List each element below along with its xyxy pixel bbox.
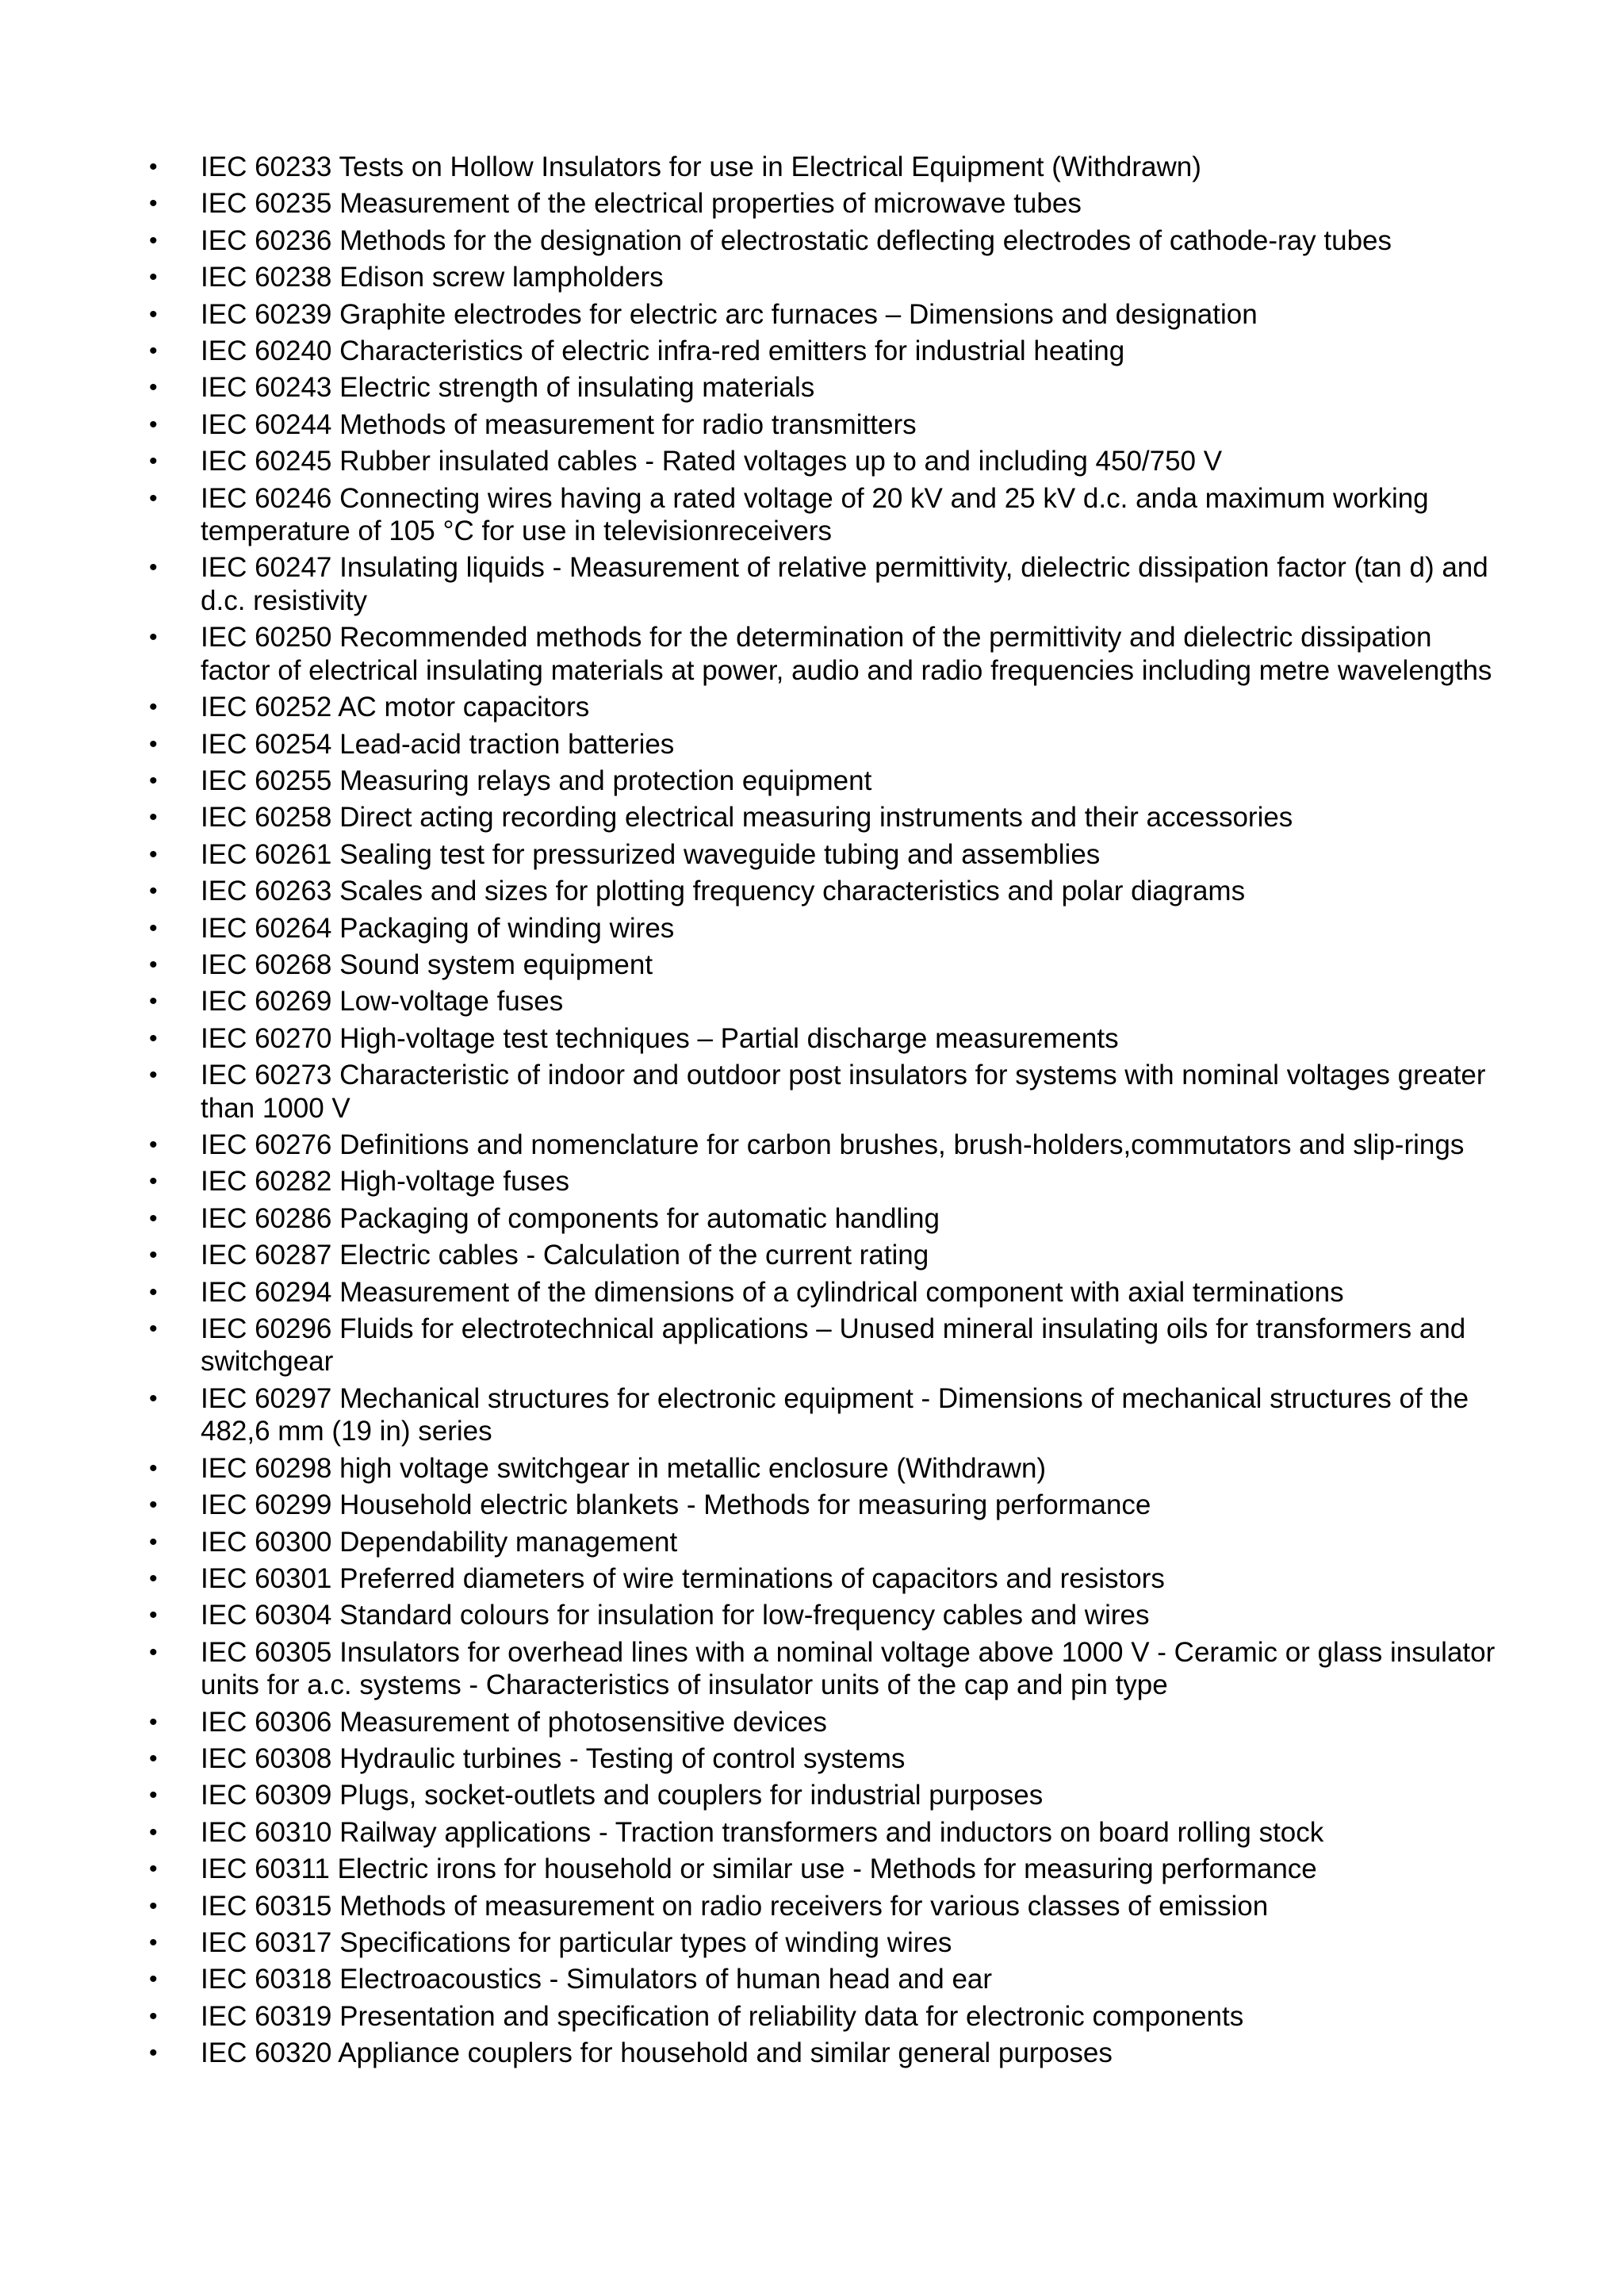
list-item	[0, 445, 1501, 478]
list-item-text: IEC 60235 Measurement of the electrical properties of microwave tubes	[201, 188, 1082, 220]
list-item	[0, 1382, 1501, 1448]
list-item-text: IEC 60239 Graphite electrodes for electric arc furnaces – Dimensions and designation	[201, 298, 1258, 330]
list-item	[0, 1562, 1501, 1596]
bullet-icon: •	[149, 1492, 158, 1519]
bullet-icon: •	[149, 1745, 158, 1772]
bullet-icon: •	[149, 804, 158, 831]
list-item-text: IEC 60297 Mechanical structures for electronic equipment - Dimensions of mechanical structures of the 482,6 mm (19 in) series	[201, 1382, 1469, 1447]
list-item	[0, 1313, 1501, 1378]
list-item	[0, 1489, 1501, 1522]
list-item	[0, 2000, 1501, 2033]
list-item-text: IEC 60308 Hydraulic turbines - Testing of control systems	[201, 1742, 906, 1774]
list-item	[0, 408, 1501, 442]
list-item-text: IEC 60276 Definitions and nomenclature for carbon brushes, brush-holders,commutators and slip-rings	[201, 1129, 1465, 1160]
list-item-text: IEC 60294 Measurement of the dimensions of a cylindrical component with axial terminations	[201, 1276, 1344, 1308]
list-item	[0, 838, 1501, 872]
list-item-text: IEC 60306 Measurement of photosensitive devices	[201, 1706, 827, 1738]
list-item-text: IEC 60296 Fluids for electrotechnical applications – Unused mineral insulating oils for transformers and switchgear	[201, 1313, 1466, 1378]
list-item-text: IEC 60263 Scales and sizes for plotting frequency characteristics and polar diagrams	[201, 876, 1246, 907]
list-item-text: IEC 60286 Packaging of components for automatic handling	[201, 1202, 940, 1234]
list-item-text: IEC 60264 Packaging of winding wires	[201, 912, 675, 944]
list-item-text: IEC 60311 Electric irons for household or similar use - Methods for measuring performance	[201, 1853, 1317, 1885]
bullet-icon: •	[149, 264, 158, 291]
list-item-text: IEC 60254 Lead-acid traction batteries	[201, 728, 675, 760]
list-item	[0, 1059, 1501, 1125]
bullet-icon: •	[149, 1025, 158, 1052]
list-item	[0, 551, 1501, 617]
bullet-icon: •	[149, 1062, 158, 1089]
bullet-icon: •	[149, 2003, 158, 2030]
list-item	[0, 801, 1501, 834]
list-item-text: IEC 60319 Presentation and specification of reliability data for electronic components	[201, 2000, 1244, 2032]
bullet-icon: •	[149, 1131, 158, 1158]
list-item	[0, 1165, 1501, 1198]
bullet-icon: •	[149, 448, 158, 475]
bullet-icon: •	[149, 1819, 158, 1846]
list-item-text: IEC 60282 High-voltage fuses	[201, 1166, 569, 1198]
bullet-icon: •	[149, 694, 158, 721]
list-item	[0, 1742, 1501, 1776]
list-item-text: IEC 60246 Connecting wires having a rated voltage of 20 kV and 25 kV d.c. anda maximum working temperature of 105 °C for use in televisionreceivers	[201, 482, 1429, 547]
bullet-icon: •	[149, 2040, 158, 2067]
bullet-icon: •	[149, 1242, 158, 1269]
list-item-text: IEC 60320 Appliance couplers for household and similar general purposes	[201, 2037, 1113, 2069]
list-item-text: IEC 60287 Electric cables - Calculation of the current rating	[201, 1240, 929, 1271]
list-item-text: IEC 60245 Rubber insulated cables - Rated voltages up to and including 450/750 V	[201, 446, 1223, 477]
list-item	[0, 875, 1501, 908]
list-item	[0, 1526, 1501, 1559]
bullet-icon: •	[149, 1639, 158, 1665]
bullet-icon: •	[149, 624, 158, 651]
bullet-icon: •	[149, 1929, 158, 1956]
list-item-text: IEC 60233 Tests on Hollow Insulators for use in Electrical Equipment (Withdrawn)	[201, 151, 1201, 182]
bullet-icon: •	[149, 227, 158, 254]
standards-list	[0, 151, 1624, 2073]
list-item-text: IEC 60300 Dependability management	[201, 1526, 678, 1558]
list-item	[0, 371, 1501, 404]
list-item-text: IEC 60309 Plugs, socket-outlets and couplers for industrial purposes	[201, 1780, 1044, 1811]
list-item	[0, 1926, 1501, 1960]
bullet-icon: •	[149, 411, 158, 438]
list-item	[0, 1706, 1501, 1739]
list-item	[0, 1779, 1501, 1812]
list-item	[0, 261, 1501, 294]
bullet-icon: •	[149, 1385, 158, 1412]
list-item	[0, 1890, 1501, 1923]
bullet-icon: •	[149, 1708, 158, 1735]
list-item-text: IEC 60236 Methods for the designation of electrostatic deflecting electrodes of cathode-ray tubes	[201, 224, 1392, 256]
bullet-icon: •	[149, 1602, 158, 1629]
bullet-icon: •	[149, 301, 158, 328]
list-item	[0, 151, 1501, 184]
list-item-text: IEC 60305 Insulators for overhead lines with a nominal voltage above 1000 V - Ceramic or glass insulator units for a.c. systems - Characteristics of insulator units of the cap and pin type	[201, 1636, 1496, 1701]
bullet-icon: •	[149, 374, 158, 401]
list-item	[0, 2037, 1501, 2070]
bullet-icon: •	[149, 914, 158, 941]
list-item-text: IEC 60317 Specifications for particular types of winding wires	[201, 1926, 952, 1958]
list-item-text: IEC 60298 high voltage switchgear in metallic enclosure (Withdrawn)	[201, 1452, 1047, 1484]
bullet-icon: •	[149, 1966, 158, 1993]
list-item	[0, 1599, 1501, 1632]
list-item-text: IEC 60261 Sealing test for pressurized waveguide tubing and assemblies	[201, 838, 1101, 870]
list-item-text: IEC 60255 Measuring relays and protection equipment	[201, 765, 872, 796]
list-item	[0, 187, 1501, 220]
list-item	[0, 949, 1501, 982]
list-item	[0, 691, 1501, 724]
list-item-text: IEC 60252 AC motor capacitors	[201, 692, 590, 723]
list-item	[0, 1022, 1501, 1056]
list-item-text: IEC 60273 Characteristic of indoor and outdoor post insulators for systems with nominal voltages greater than 1000 V	[201, 1060, 1486, 1124]
list-item-text: IEC 60268 Sound system equipment	[201, 949, 653, 980]
list-item	[0, 621, 1501, 687]
list-item	[0, 1202, 1501, 1236]
bullet-icon: •	[149, 1168, 158, 1195]
bullet-icon: •	[149, 1565, 158, 1592]
list-item-text: IEC 60258 Direct acting recording electrical measuring instruments and their accessories	[201, 802, 1293, 834]
bullet-icon: •	[149, 988, 158, 1015]
bullet-icon: •	[149, 1278, 158, 1305]
list-item-text: IEC 60318 Electroacoustics - Simulators of human head and ear	[201, 1964, 993, 1995]
list-item-text: IEC 60243 Electric strength of insulating materials	[201, 372, 815, 404]
list-item	[0, 912, 1501, 945]
list-item	[0, 1636, 1501, 1702]
bullet-icon: •	[149, 1782, 158, 1809]
list-item-text: IEC 60250 Recommended methods for the determination of the permittivity and dielectric dissipation factor of electrical insulating materials at power, audio and radio frequencies including metre wavelengths	[201, 622, 1492, 686]
list-item	[0, 298, 1501, 332]
list-item	[0, 224, 1501, 258]
list-item-text: IEC 60238 Edison screw lampholders	[201, 262, 664, 293]
bullet-icon: •	[149, 1892, 158, 1919]
bullet-icon: •	[149, 1315, 158, 1342]
list-item-text: IEC 60304 Standard colours for insulation for low-frequency cables and wires	[201, 1600, 1150, 1631]
list-item-text: IEC 60310 Railway applications - Traction transformers and inductors on board rolling stock	[201, 1816, 1324, 1848]
list-item	[0, 335, 1501, 368]
list-item-text: IEC 60269 Low-voltage fuses	[201, 986, 564, 1018]
bullet-icon: •	[149, 485, 158, 512]
list-item-text: IEC 60301 Preferred diameters of wire terminations of capacitors and resistors	[201, 1562, 1165, 1594]
bullet-icon: •	[149, 190, 158, 217]
list-item	[0, 728, 1501, 761]
list-item	[0, 1452, 1501, 1485]
bullet-icon: •	[149, 1205, 158, 1232]
list-item	[0, 1963, 1501, 1996]
list-item	[0, 1276, 1501, 1309]
bullet-icon: •	[149, 1856, 158, 1883]
bullet-icon: •	[149, 730, 158, 757]
list-item	[0, 1129, 1501, 1162]
bullet-icon: •	[149, 1455, 158, 1481]
bullet-icon: •	[149, 554, 158, 581]
list-item	[0, 482, 1501, 548]
list-item	[0, 1816, 1501, 1849]
list-item-text: IEC 60244 Methods of measurement for radio transmitters	[201, 408, 917, 440]
list-item-text: IEC 60240 Characteristics of electric infra-red emitters for industrial heating	[201, 335, 1125, 366]
bullet-icon: •	[149, 841, 158, 868]
list-item	[0, 985, 1501, 1018]
list-item	[0, 765, 1501, 798]
list-item	[0, 1853, 1501, 1886]
list-item-text: IEC 60299 Household electric blankets - Methods for measuring performance	[201, 1489, 1151, 1521]
bullet-icon: •	[149, 878, 158, 905]
bullet-icon: •	[149, 951, 158, 978]
list-item-text: IEC 60315 Methods of measurement on radio receivers for various classes of emission	[201, 1890, 1269, 1922]
list-item-text: IEC 60247 Insulating liquids - Measurement of relative permittivity, dielectric dissipation factor (tan d) and d.c. resistivity	[201, 552, 1488, 616]
bullet-icon: •	[149, 154, 158, 180]
bullet-icon: •	[149, 337, 158, 364]
list-item	[0, 1239, 1501, 1272]
list-item-text: IEC 60270 High-voltage test techniques – Partial discharge measurements	[201, 1022, 1119, 1054]
bullet-icon: •	[149, 767, 158, 794]
bullet-icon: •	[149, 1528, 158, 1555]
